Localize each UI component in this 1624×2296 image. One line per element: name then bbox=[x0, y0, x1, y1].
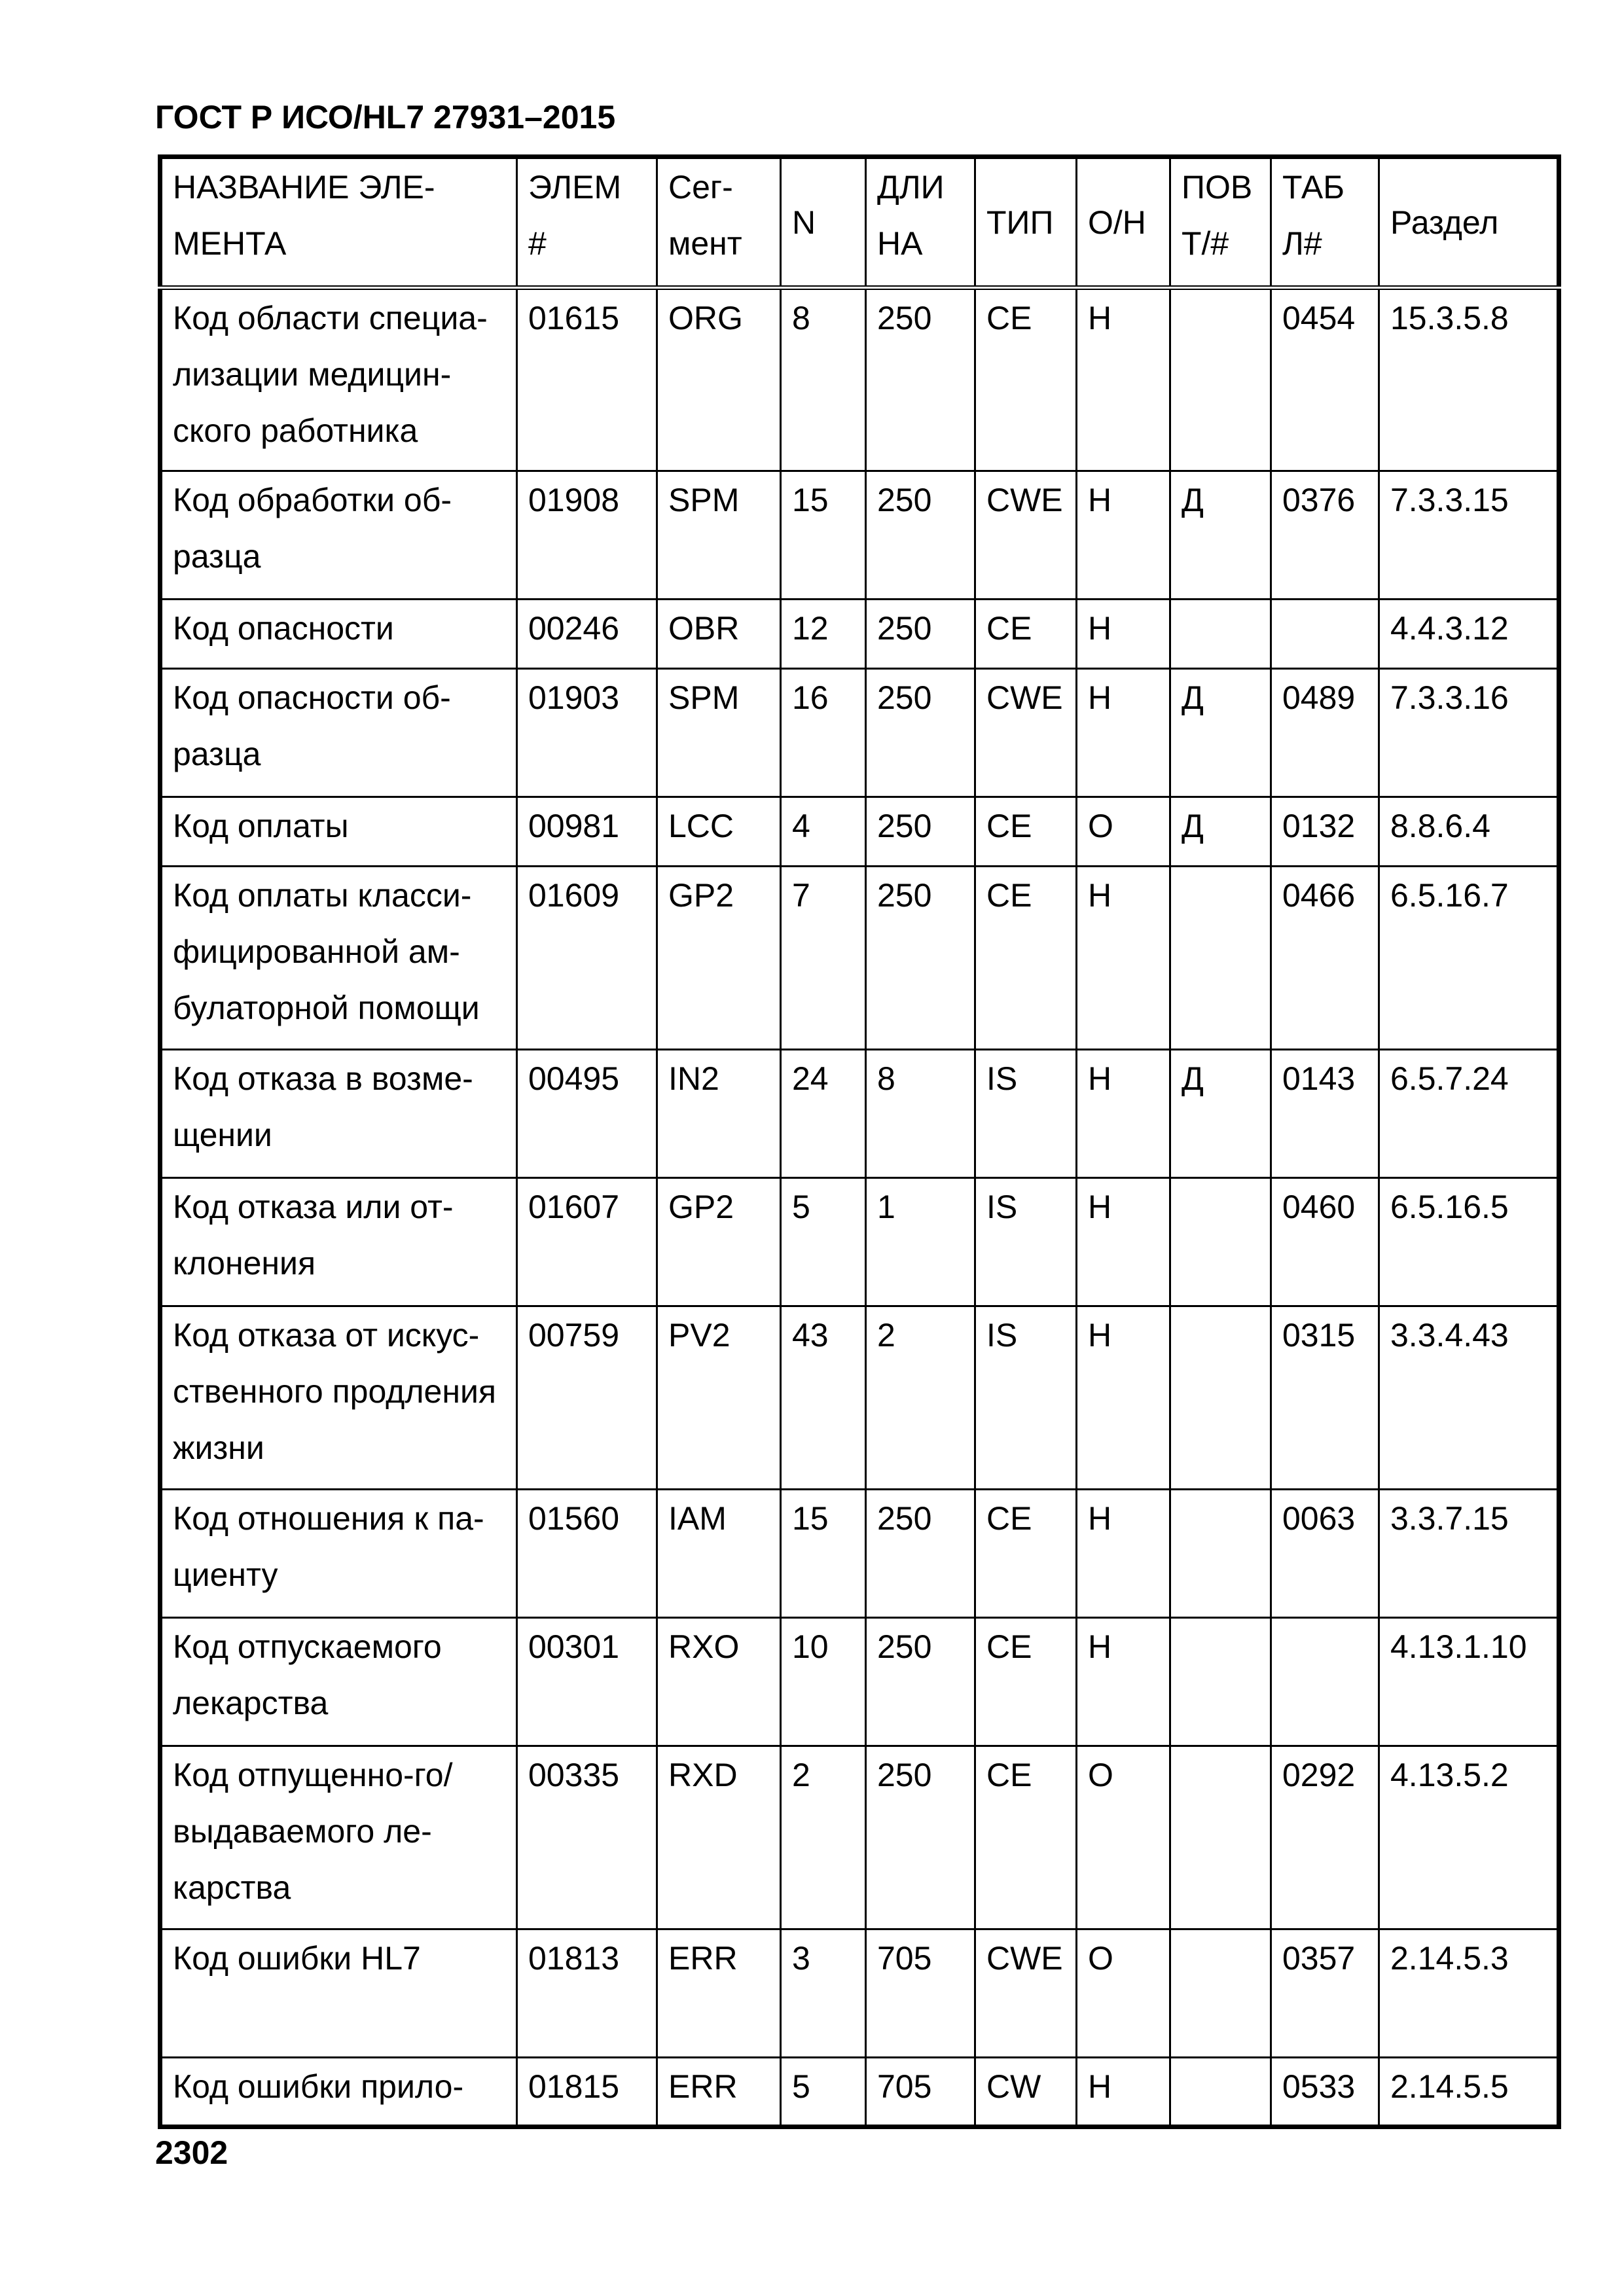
column-header-rep: ПОВ Т/# bbox=[1170, 157, 1271, 288]
cell-tabl: 0143 bbox=[1271, 1050, 1379, 1178]
cell-tabl: 0357 bbox=[1271, 1929, 1379, 2058]
cell-section: 8.8.6.4 bbox=[1379, 797, 1559, 867]
cell-n: 16 bbox=[781, 669, 866, 797]
cell-elem: 01903 bbox=[517, 669, 657, 797]
cell-length: 250 bbox=[866, 867, 975, 1050]
cell-tabl: 0063 bbox=[1271, 1490, 1379, 1618]
cell-rep: Д bbox=[1170, 1050, 1271, 1178]
cell-n: 12 bbox=[781, 600, 866, 669]
cell-n: 5 bbox=[781, 2058, 866, 2127]
cell-tabl: 0315 bbox=[1271, 1306, 1379, 1490]
table-row bbox=[160, 867, 1559, 1050]
document-header: ГОСТ Р ИСО/HL7 27931–2015 bbox=[155, 99, 616, 135]
cell-n: 15 bbox=[781, 1490, 866, 1618]
cell-elem: 00246 bbox=[517, 600, 657, 669]
cell-n: 15 bbox=[781, 471, 866, 600]
cell-segment: ORG bbox=[657, 288, 781, 471]
cell-type: CE bbox=[975, 867, 1077, 1050]
cell-length: 2 bbox=[866, 1306, 975, 1490]
cell-rep bbox=[1170, 2058, 1271, 2127]
cell-tabl: 0292 bbox=[1271, 1746, 1379, 1929]
cell-on: О bbox=[1077, 1929, 1170, 2058]
cell-on: Н bbox=[1077, 867, 1170, 1050]
table-row bbox=[160, 1178, 1559, 1306]
cell-rep bbox=[1170, 1929, 1271, 2058]
cell-length: 250 bbox=[866, 1746, 975, 1929]
cell-length: 250 bbox=[866, 669, 975, 797]
cell-section: 4.4.3.12 bbox=[1379, 600, 1559, 669]
cell-rep bbox=[1170, 600, 1271, 669]
cell-n: 43 bbox=[781, 1306, 866, 1490]
cell-rep: Д bbox=[1170, 471, 1271, 600]
cell-name: Код отказа или от-клонения bbox=[160, 1178, 517, 1306]
cell-type: CE bbox=[975, 600, 1077, 669]
cell-name: Код опасности об-разца bbox=[160, 669, 517, 797]
cell-section: 3.3.4.43 bbox=[1379, 1306, 1559, 1490]
cell-segment: SPM bbox=[657, 669, 781, 797]
cell-rep bbox=[1170, 1746, 1271, 1929]
cell-rep bbox=[1170, 288, 1271, 471]
cell-n: 2 bbox=[781, 1746, 866, 1929]
cell-tabl: 0376 bbox=[1271, 471, 1379, 600]
cell-elem: 01560 bbox=[517, 1490, 657, 1618]
cell-length: 705 bbox=[866, 1929, 975, 2058]
cell-name: Код отпущенно-го/выдаваемого ле-карства bbox=[160, 1746, 517, 1929]
table-body bbox=[160, 288, 1559, 2127]
cell-elem: 00335 bbox=[517, 1746, 657, 1929]
cell-elem: 00301 bbox=[517, 1618, 657, 1746]
cell-type: CE bbox=[975, 797, 1077, 867]
cell-segment: RXO bbox=[657, 1618, 781, 1746]
cell-on: Н bbox=[1077, 600, 1170, 669]
cell-tabl bbox=[1271, 600, 1379, 669]
cell-section: 7.3.3.16 bbox=[1379, 669, 1559, 797]
cell-n: 7 bbox=[781, 867, 866, 1050]
table-row bbox=[160, 1618, 1559, 1746]
cell-rep bbox=[1170, 1490, 1271, 1618]
cell-on: Н bbox=[1077, 1178, 1170, 1306]
table-row bbox=[160, 288, 1559, 471]
table-row bbox=[160, 1929, 1559, 2058]
cell-rep bbox=[1170, 1618, 1271, 1746]
cell-name: Код оплаты bbox=[160, 797, 517, 867]
cell-n: 10 bbox=[781, 1618, 866, 1746]
cell-segment: PV2 bbox=[657, 1306, 781, 1490]
table-row bbox=[160, 2058, 1559, 2127]
cell-name: Код отпускаемого лекарства bbox=[160, 1618, 517, 1746]
cell-on: Н bbox=[1077, 1490, 1170, 1618]
cell-length: 250 bbox=[866, 600, 975, 669]
cell-name: Код обработки об-разца bbox=[160, 471, 517, 600]
cell-name: Код опасности bbox=[160, 600, 517, 669]
cell-rep: Д bbox=[1170, 669, 1271, 797]
cell-rep bbox=[1170, 1306, 1271, 1490]
column-header-segment: Сег-мент bbox=[657, 157, 781, 288]
cell-section: 2.14.5.5 bbox=[1379, 2058, 1559, 2127]
cell-type: CWE bbox=[975, 471, 1077, 600]
cell-type: IS bbox=[975, 1178, 1077, 1306]
cell-tabl: 0466 bbox=[1271, 867, 1379, 1050]
cell-name: Код отношения к па-циенту bbox=[160, 1490, 517, 1618]
cell-rep: Д bbox=[1170, 797, 1271, 867]
cell-section: 6.5.16.5 bbox=[1379, 1178, 1559, 1306]
cell-elem: 00495 bbox=[517, 1050, 657, 1178]
cell-type: CE bbox=[975, 1618, 1077, 1746]
cell-length: 250 bbox=[866, 288, 975, 471]
cell-elem: 00759 bbox=[517, 1306, 657, 1490]
column-header-elem: ЭЛЕМ # bbox=[517, 157, 657, 288]
cell-n: 8 bbox=[781, 288, 866, 471]
cell-rep bbox=[1170, 867, 1271, 1050]
cell-segment: ERR bbox=[657, 2058, 781, 2127]
column-header-name: НАЗВАНИЕ ЭЛЕ-МЕНТА bbox=[160, 157, 517, 288]
cell-type: CE bbox=[975, 1490, 1077, 1618]
cell-section: 4.13.1.10 bbox=[1379, 1618, 1559, 1746]
cell-segment: IAM bbox=[657, 1490, 781, 1618]
cell-name: Код ошибки прило- bbox=[160, 2058, 517, 2127]
cell-n: 24 bbox=[781, 1050, 866, 1178]
column-header-length: ДЛИ НА bbox=[866, 157, 975, 288]
cell-length: 8 bbox=[866, 1050, 975, 1178]
cell-on: Н bbox=[1077, 1618, 1170, 1746]
cell-section: 15.3.5.8 bbox=[1379, 288, 1559, 471]
cell-tabl: 0460 bbox=[1271, 1178, 1379, 1306]
cell-tabl: 0533 bbox=[1271, 2058, 1379, 2127]
cell-name: Код области специа-лизации медицин-ского работника bbox=[160, 288, 517, 471]
cell-segment: OBR bbox=[657, 600, 781, 669]
elements-table bbox=[158, 154, 1561, 2129]
cell-elem: 01607 bbox=[517, 1178, 657, 1306]
table-header-row bbox=[160, 157, 1559, 288]
table-row bbox=[160, 600, 1559, 669]
cell-on: Н bbox=[1077, 288, 1170, 471]
cell-segment: IN2 bbox=[657, 1050, 781, 1178]
cell-on: О bbox=[1077, 1746, 1170, 1929]
cell-segment: GP2 bbox=[657, 1178, 781, 1306]
cell-length: 250 bbox=[866, 1490, 975, 1618]
cell-on: Н bbox=[1077, 1306, 1170, 1490]
cell-on: Н bbox=[1077, 2058, 1170, 2127]
table-row bbox=[160, 669, 1559, 797]
cell-type: CE bbox=[975, 288, 1077, 471]
cell-segment: ERR bbox=[657, 1929, 781, 2058]
cell-on: Н bbox=[1077, 669, 1170, 797]
cell-tabl: 0489 bbox=[1271, 669, 1379, 797]
cell-rep bbox=[1170, 1178, 1271, 1306]
cell-elem: 01609 bbox=[517, 867, 657, 1050]
cell-section: 6.5.16.7 bbox=[1379, 867, 1559, 1050]
cell-section: 6.5.7.24 bbox=[1379, 1050, 1559, 1178]
cell-length: 250 bbox=[866, 471, 975, 600]
cell-on: О bbox=[1077, 797, 1170, 867]
table-row bbox=[160, 1746, 1559, 1929]
cell-section: 2.14.5.3 bbox=[1379, 1929, 1559, 2058]
cell-name: Код оплаты класси-фицированной ам-булаторной помощи bbox=[160, 867, 517, 1050]
cell-segment: GP2 bbox=[657, 867, 781, 1050]
cell-on: Н bbox=[1077, 471, 1170, 600]
cell-name: Код ошибки HL7 bbox=[160, 1929, 517, 2058]
cell-name: Код отказа от искус-ственного продления жизни bbox=[160, 1306, 517, 1490]
column-header-n: N bbox=[781, 157, 866, 288]
cell-type: CW bbox=[975, 2058, 1077, 2127]
cell-type: CE bbox=[975, 1746, 1077, 1929]
cell-elem: 01908 bbox=[517, 471, 657, 600]
table-row bbox=[160, 1490, 1559, 1618]
cell-length: 705 bbox=[866, 2058, 975, 2127]
column-header-on: О/Н bbox=[1077, 157, 1170, 288]
cell-elem: 01615 bbox=[517, 288, 657, 471]
cell-tabl: 0454 bbox=[1271, 288, 1379, 471]
table-row bbox=[160, 471, 1559, 600]
table-row bbox=[160, 797, 1559, 867]
cell-tabl bbox=[1271, 1618, 1379, 1746]
cell-tabl: 0132 bbox=[1271, 797, 1379, 867]
cell-on: Н bbox=[1077, 1050, 1170, 1178]
cell-section: 7.3.3.15 bbox=[1379, 471, 1559, 600]
column-header-section: Раздел bbox=[1379, 157, 1559, 288]
cell-elem: 01813 bbox=[517, 1929, 657, 2058]
cell-type: IS bbox=[975, 1306, 1077, 1490]
table-row bbox=[160, 1306, 1559, 1490]
cell-n: 5 bbox=[781, 1178, 866, 1306]
cell-length: 1 bbox=[866, 1178, 975, 1306]
cell-segment: RXD bbox=[657, 1746, 781, 1929]
cell-n: 4 bbox=[781, 797, 866, 867]
cell-elem: 00981 bbox=[517, 797, 657, 867]
column-header-type: ТИП bbox=[975, 157, 1077, 288]
cell-type: IS bbox=[975, 1050, 1077, 1178]
cell-type: CWE bbox=[975, 1929, 1077, 2058]
page-number: 2302 bbox=[155, 2134, 228, 2171]
cell-segment: SPM bbox=[657, 471, 781, 600]
cell-type: CWE bbox=[975, 669, 1077, 797]
cell-length: 250 bbox=[866, 797, 975, 867]
cell-segment: LCC bbox=[657, 797, 781, 867]
cell-length: 250 bbox=[866, 1618, 975, 1746]
cell-section: 3.3.7.15 bbox=[1379, 1490, 1559, 1618]
cell-elem: 01815 bbox=[517, 2058, 657, 2127]
table-row bbox=[160, 1050, 1559, 1178]
cell-name: Код отказа в возме-щении bbox=[160, 1050, 517, 1178]
cell-n: 3 bbox=[781, 1929, 866, 2058]
column-header-tabl: ТАБ Л# bbox=[1271, 157, 1379, 288]
cell-section: 4.13.5.2 bbox=[1379, 1746, 1559, 1929]
